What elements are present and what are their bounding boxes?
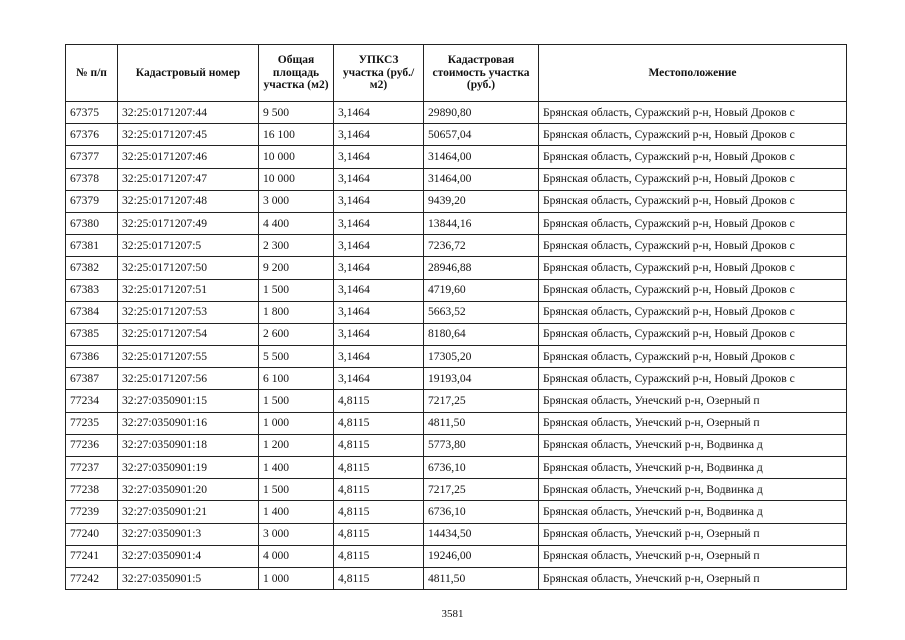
cell-cadastral-number: 32:25:0171207:46 (118, 146, 259, 168)
table-row (66, 212, 847, 234)
cell-location: Брянская область, Суражский р-н, Новый Дроков с (539, 279, 847, 301)
cell-value: 6736,10 (424, 501, 539, 523)
cell-value: 7236,72 (424, 235, 539, 257)
table-row (66, 323, 847, 345)
cell-location: Брянская область, Суражский р-н, Новый Дроков с (539, 124, 847, 146)
cell-value: 14434,50 (424, 523, 539, 545)
cell-cadastral-number: 32:27:0350901:3 (118, 523, 259, 545)
cell-row-number: 77234 (66, 390, 118, 412)
header-upksz: УПКСЗ участка (руб./м2) (334, 45, 424, 102)
page-number: 3581 (441, 608, 464, 620)
cell-row-number: 67382 (66, 257, 118, 279)
table-row (66, 457, 847, 479)
cell-location: Брянская область, Унечский р-н, Водвинка д (539, 434, 847, 456)
cell-value: 5773,80 (424, 434, 539, 456)
cell-cadastral-number: 32:25:0171207:51 (118, 279, 259, 301)
cell-row-number: 77236 (66, 434, 118, 456)
table-row (66, 257, 847, 279)
cell-row-number: 67387 (66, 368, 118, 390)
header-row-number: № п/п (66, 45, 118, 102)
table-row (66, 390, 847, 412)
cell-upksz: 4,8115 (334, 390, 424, 412)
cell-area: 1 400 (259, 457, 334, 479)
cell-value: 19246,00 (424, 545, 539, 567)
cell-upksz: 3,1464 (334, 346, 424, 368)
cell-location: Брянская область, Суражский р-н, Новый Дроков с (539, 146, 847, 168)
cell-area: 10 000 (259, 168, 334, 190)
cell-row-number: 77238 (66, 479, 118, 501)
cell-upksz: 4,8115 (334, 412, 424, 434)
cell-cadastral-number: 32:27:0350901:4 (118, 545, 259, 567)
cell-cadastral-number: 32:27:0350901:19 (118, 457, 259, 479)
table-row (66, 279, 847, 301)
cell-upksz: 3,1464 (334, 168, 424, 190)
cell-location: Брянская область, Суражский р-н, Новый Дроков с (539, 323, 847, 345)
cell-row-number: 77239 (66, 501, 118, 523)
cell-location: Брянская область, Унечский р-н, Озерный п (539, 567, 847, 589)
cell-area: 16 100 (259, 124, 334, 146)
cell-area: 3 000 (259, 523, 334, 545)
cell-cadastral-number: 32:25:0171207:55 (118, 346, 259, 368)
cell-row-number: 67377 (66, 146, 118, 168)
cell-cadastral-number: 32:25:0171207:56 (118, 368, 259, 390)
cell-row-number: 77237 (66, 457, 118, 479)
table-row (66, 523, 847, 545)
cell-upksz: 3,1464 (334, 190, 424, 212)
cell-location: Брянская область, Суражский р-н, Новый Дроков с (539, 190, 847, 212)
cell-upksz: 4,8115 (334, 567, 424, 589)
cell-row-number: 77240 (66, 523, 118, 545)
cell-value: 31464,00 (424, 146, 539, 168)
cell-value: 29890,80 (424, 102, 539, 124)
header-cadastral-value: Кадастровая стоимость участка (руб.) (424, 45, 539, 102)
cell-area: 1 000 (259, 567, 334, 589)
cell-area: 4 000 (259, 545, 334, 567)
cell-value: 50657,04 (424, 124, 539, 146)
cell-area: 9 200 (259, 257, 334, 279)
cell-location: Брянская область, Суражский р-н, Новый Дроков с (539, 102, 847, 124)
header-location: Местоположение (539, 45, 847, 102)
cell-row-number: 67383 (66, 279, 118, 301)
cell-cadastral-number: 32:25:0171207:48 (118, 190, 259, 212)
cell-value: 9439,20 (424, 190, 539, 212)
cell-cadastral-number: 32:27:0350901:16 (118, 412, 259, 434)
cell-cadastral-number: 32:27:0350901:21 (118, 501, 259, 523)
cell-row-number: 67384 (66, 301, 118, 323)
cell-cadastral-number: 32:25:0171207:47 (118, 168, 259, 190)
cell-row-number: 67378 (66, 168, 118, 190)
cell-cadastral-number: 32:25:0171207:45 (118, 124, 259, 146)
header-cadastral-number: Кадастровый номер (118, 45, 259, 102)
cell-location: Брянская область, Суражский р-н, Новый Дроков с (539, 212, 847, 234)
cell-cadastral-number: 32:27:0350901:15 (118, 390, 259, 412)
cell-upksz: 3,1464 (334, 102, 424, 124)
cell-area: 1 000 (259, 412, 334, 434)
cell-upksz: 3,1464 (334, 368, 424, 390)
cell-cadastral-number: 32:25:0171207:53 (118, 301, 259, 323)
cell-upksz: 4,8115 (334, 457, 424, 479)
cell-upksz: 3,1464 (334, 301, 424, 323)
cell-location: Брянская область, Суражский р-н, Новый Дроков с (539, 368, 847, 390)
cell-value: 7217,25 (424, 390, 539, 412)
cell-value: 4811,50 (424, 412, 539, 434)
cell-value: 31464,00 (424, 168, 539, 190)
cell-value: 4719,60 (424, 279, 539, 301)
cell-upksz: 3,1464 (334, 257, 424, 279)
cell-area: 10 000 (259, 146, 334, 168)
cell-cadastral-number: 32:25:0171207:54 (118, 323, 259, 345)
cell-cadastral-number: 32:27:0350901:18 (118, 434, 259, 456)
table-row (66, 368, 847, 390)
cadastral-table (65, 44, 847, 590)
cell-area: 9 500 (259, 102, 334, 124)
cell-upksz: 4,8115 (334, 523, 424, 545)
cell-area: 1 500 (259, 390, 334, 412)
cell-value: 6736,10 (424, 457, 539, 479)
cell-cadastral-number: 32:25:0171207:50 (118, 257, 259, 279)
cell-area: 4 400 (259, 212, 334, 234)
cell-upksz: 3,1464 (334, 124, 424, 146)
cell-row-number: 77235 (66, 412, 118, 434)
cell-row-number: 77242 (66, 567, 118, 589)
cell-area: 1 800 (259, 301, 334, 323)
cell-location: Брянская область, Унечский р-н, Озерный п (539, 390, 847, 412)
cell-upksz: 3,1464 (334, 279, 424, 301)
cell-row-number: 77241 (66, 545, 118, 567)
header-total-area: Общая площадь участка (м2) (259, 45, 334, 102)
cell-area: 1 200 (259, 434, 334, 456)
cell-cadastral-number: 32:25:0171207:44 (118, 102, 259, 124)
cell-location: Брянская область, Суражский р-н, Новый Дроков с (539, 168, 847, 190)
table-row (66, 102, 847, 124)
cell-cadastral-number: 32:27:0350901:5 (118, 567, 259, 589)
cell-value: 17305,20 (424, 346, 539, 368)
cell-value: 13844,16 (424, 212, 539, 234)
cell-cadastral-number: 32:25:0171207:5 (118, 235, 259, 257)
cell-upksz: 3,1464 (334, 235, 424, 257)
table-row (66, 501, 847, 523)
table-row (66, 434, 847, 456)
table-header-row (66, 45, 847, 102)
cell-upksz: 3,1464 (334, 146, 424, 168)
cell-value: 28946,88 (424, 257, 539, 279)
cell-location: Брянская область, Унечский р-н, Водвинка д (539, 501, 847, 523)
table-row (66, 545, 847, 567)
cell-location: Брянская область, Суражский р-н, Новый Дроков с (539, 346, 847, 368)
cell-upksz: 4,8115 (334, 479, 424, 501)
table-row (66, 346, 847, 368)
cell-location: Брянская область, Унечский р-н, Озерный п (539, 412, 847, 434)
cell-row-number: 67380 (66, 212, 118, 234)
cell-location: Брянская область, Суражский р-н, Новый Дроков с (539, 301, 847, 323)
table-row (66, 567, 847, 589)
table-row (66, 168, 847, 190)
cell-area: 2 600 (259, 323, 334, 345)
cell-area: 3 000 (259, 190, 334, 212)
cell-location: Брянская область, Унечский р-н, Озерный п (539, 523, 847, 545)
cell-value: 8180,64 (424, 323, 539, 345)
cell-value: 19193,04 (424, 368, 539, 390)
cell-row-number: 67386 (66, 346, 118, 368)
table-row (66, 124, 847, 146)
cell-area: 1 500 (259, 279, 334, 301)
cell-value: 7217,25 (424, 479, 539, 501)
cell-value: 4811,50 (424, 567, 539, 589)
cell-cadastral-number: 32:25:0171207:49 (118, 212, 259, 234)
cell-location: Брянская область, Унечский р-н, Озерный п (539, 545, 847, 567)
cell-upksz: 4,8115 (334, 501, 424, 523)
cell-row-number: 67375 (66, 102, 118, 124)
cell-location: Брянская область, Суражский р-н, Новый Дроков с (539, 257, 847, 279)
cell-row-number: 67385 (66, 323, 118, 345)
table-row (66, 235, 847, 257)
table-row (66, 301, 847, 323)
cell-row-number: 67379 (66, 190, 118, 212)
cell-area: 1 400 (259, 501, 334, 523)
table-row (66, 146, 847, 168)
cell-upksz: 4,8115 (334, 545, 424, 567)
cell-location: Брянская область, Унечский р-н, Водвинка д (539, 457, 847, 479)
cell-location: Брянская область, Суражский р-н, Новый Дроков с (539, 235, 847, 257)
cell-upksz: 3,1464 (334, 323, 424, 345)
cell-area: 1 500 (259, 479, 334, 501)
table-row (66, 190, 847, 212)
cell-row-number: 67381 (66, 235, 118, 257)
cell-upksz: 3,1464 (334, 212, 424, 234)
cell-upksz: 4,8115 (334, 434, 424, 456)
cell-cadastral-number: 32:27:0350901:20 (118, 479, 259, 501)
cell-area: 6 100 (259, 368, 334, 390)
cell-value: 5663,52 (424, 301, 539, 323)
cell-area: 2 300 (259, 235, 334, 257)
table-row (66, 412, 847, 434)
cell-row-number: 67376 (66, 124, 118, 146)
cell-location: Брянская область, Унечский р-н, Водвинка д (539, 479, 847, 501)
cell-area: 5 500 (259, 346, 334, 368)
table-body (66, 102, 847, 590)
table-row (66, 479, 847, 501)
